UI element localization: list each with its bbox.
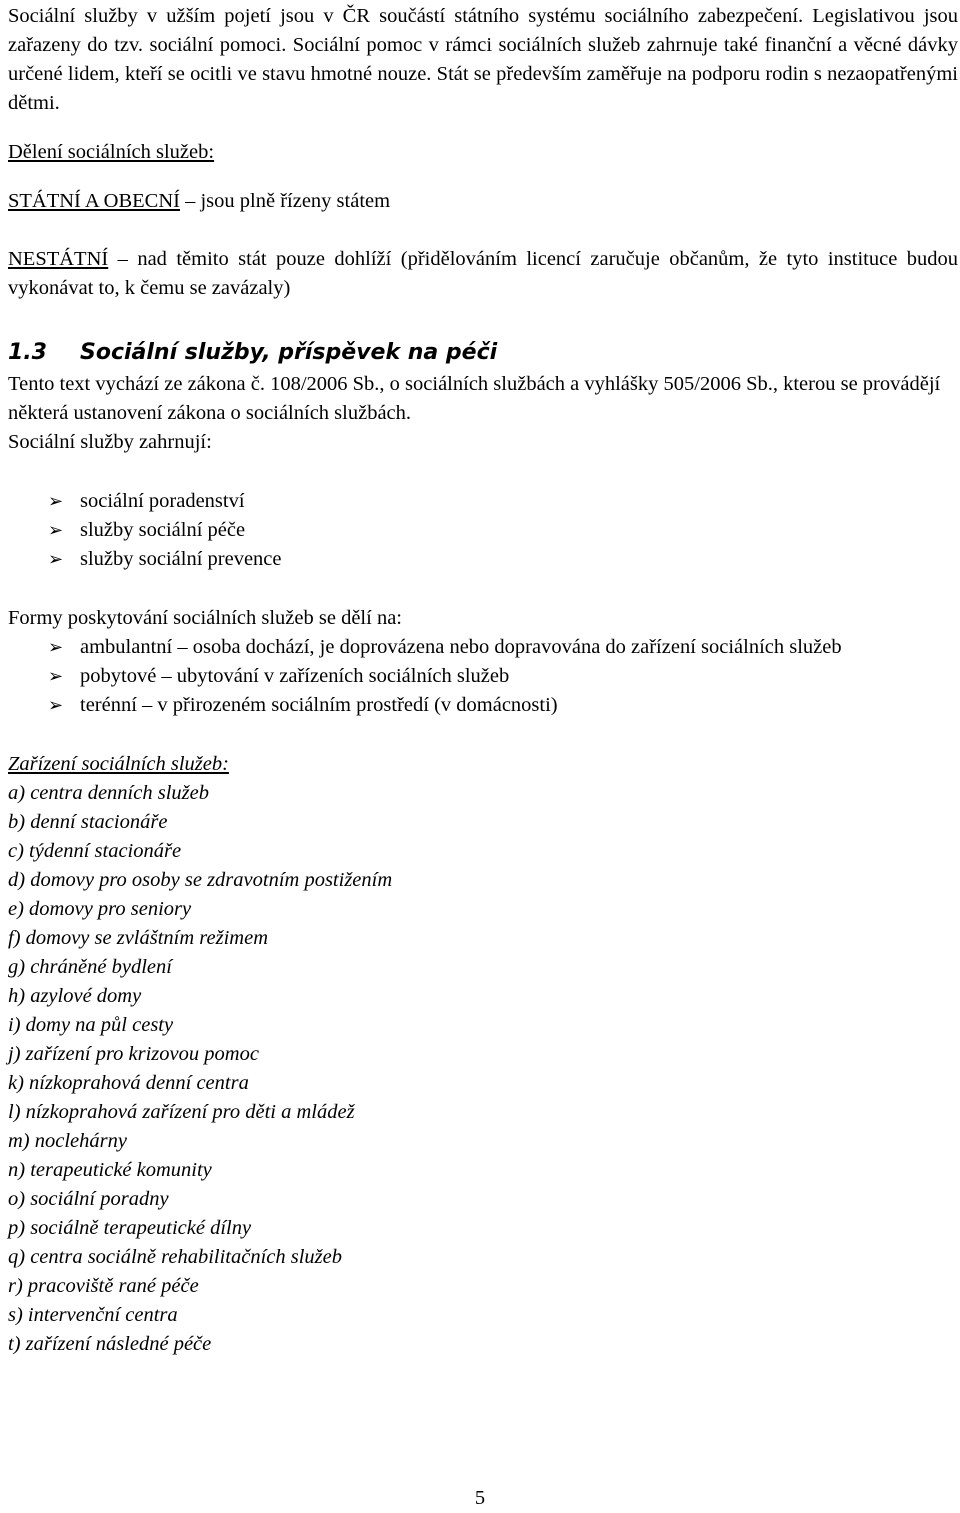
list-item: t) zařízení následné péče bbox=[8, 1333, 212, 1355]
list-item: ➢ pobytové – ubytování v zařízeních sociálních služeb bbox=[8, 662, 958, 691]
division-state-term: STÁTNÍ A OBECNÍ bbox=[8, 190, 180, 212]
list-item: ➢ ambulantní – osoba dochází, je doprovázena nebo dopravována do zařízení sociálních služeb bbox=[8, 633, 958, 662]
arrow-bullet-icon: ➢ bbox=[48, 549, 64, 570]
list-item: e) domovy pro seniory bbox=[8, 898, 192, 920]
division-nonstate bbox=[8, 245, 958, 303]
list-item: ➢ služby sociální prevence bbox=[8, 545, 958, 574]
division-state-desc: – jsou plně řízeny státem bbox=[179, 190, 391, 212]
list-item: b) denní stacionáře bbox=[8, 811, 168, 833]
list-item: j) zařízení pro krizovou pomoc bbox=[8, 1043, 259, 1065]
document-page bbox=[8, 0, 958, 1359]
list-item: d) domovy pro osoby se zdravotním postižením bbox=[8, 869, 393, 891]
list-item: ➢ terénní – v přirozeném sociálním prostředí (v domácnosti) bbox=[8, 691, 958, 720]
list-item: r) pracoviště rané péče bbox=[8, 1275, 199, 1297]
list-item: k) nízkoprahová denní centra bbox=[8, 1072, 249, 1094]
list-item: c) týdenní stacionáře bbox=[8, 840, 182, 862]
division-state bbox=[8, 187, 958, 216]
list-item: s) intervenční centra bbox=[8, 1304, 178, 1326]
section-heading bbox=[8, 338, 958, 368]
list-item: ➢ služby sociální péče bbox=[8, 516, 958, 545]
facilities-list bbox=[8, 779, 958, 1359]
page-number: 5 bbox=[474, 1487, 486, 1509]
list-item: l) nízkoprahová zařízení pro děti a mládež bbox=[8, 1101, 355, 1123]
division-title-text: Dělení sociálních služeb: bbox=[8, 141, 215, 163]
source-text: Tento text vychází ze zákona č. 108/2006 Sb., o sociálních službách a vyhlášky 505/2006 Sb., kterou se provádějí některá ustanovení zákona o sociálních službách. bbox=[8, 373, 941, 424]
list-item: o) sociální poradny bbox=[8, 1188, 169, 1210]
division-nonstate-desc: – nad těmito stát pouze dohlíží (přidělováním licencí zaručuje občanům, že tyto instituce budou vykonávat to, k čemu se zavázaly) bbox=[8, 248, 958, 299]
list-item: g) chráněné bydlení bbox=[8, 956, 172, 978]
arrow-bullet-icon: ➢ bbox=[48, 637, 64, 658]
services-intro: Sociální služby zahrnují: bbox=[8, 431, 212, 453]
list-item: f) domovy se zvláštním režimem bbox=[8, 927, 268, 949]
division-title bbox=[8, 138, 958, 167]
list-item: n) terapeutické komunity bbox=[8, 1159, 212, 1181]
arrow-bullet-icon: ➢ bbox=[48, 491, 64, 512]
section-number: 1.3 bbox=[8, 340, 47, 365]
list-item: a) centra denních služeb bbox=[8, 782, 209, 804]
intro-paragraph: Sociální služby v užším pojetí jsou v ČR součástí státního systému sociálního zabezpečení. Legislativou jsou zařazeny do tzv. sociální pomoci. Sociální pomoc v rámci sociálních služeb zahrnuje také finanční a věcné dávky určené lidem, kteří se ocitli ve stavu hmotné nouze. Stát se především zaměřuje na podporu rodin s nezaopatřenými dětmi. bbox=[8, 5, 958, 114]
division-nonstate-term: NESTÁTNÍ bbox=[8, 248, 109, 270]
services-list bbox=[8, 487, 958, 574]
forms-list bbox=[8, 633, 958, 720]
arrow-bullet-icon: ➢ bbox=[48, 520, 64, 541]
list-item: ➢ sociální poradenství bbox=[8, 487, 958, 516]
section-title: Sociální služby, příspěvek na péči bbox=[80, 340, 498, 365]
arrow-bullet-icon: ➢ bbox=[48, 695, 64, 716]
list-item: h) azylové domy bbox=[8, 985, 142, 1007]
list-item: m) noclehárny bbox=[8, 1130, 127, 1152]
list-item: q) centra sociálně rehabilitačních služeb bbox=[8, 1246, 343, 1268]
list-item: i) domy na půl cesty bbox=[8, 1014, 174, 1036]
facilities-title: Zařízení sociálních služeb: bbox=[8, 753, 229, 775]
list-item: p) sociálně terapeutické dílny bbox=[8, 1217, 252, 1239]
arrow-bullet-icon: ➢ bbox=[48, 666, 64, 687]
forms-intro: Formy poskytování sociálních služeb se dělí na: bbox=[8, 607, 402, 629]
